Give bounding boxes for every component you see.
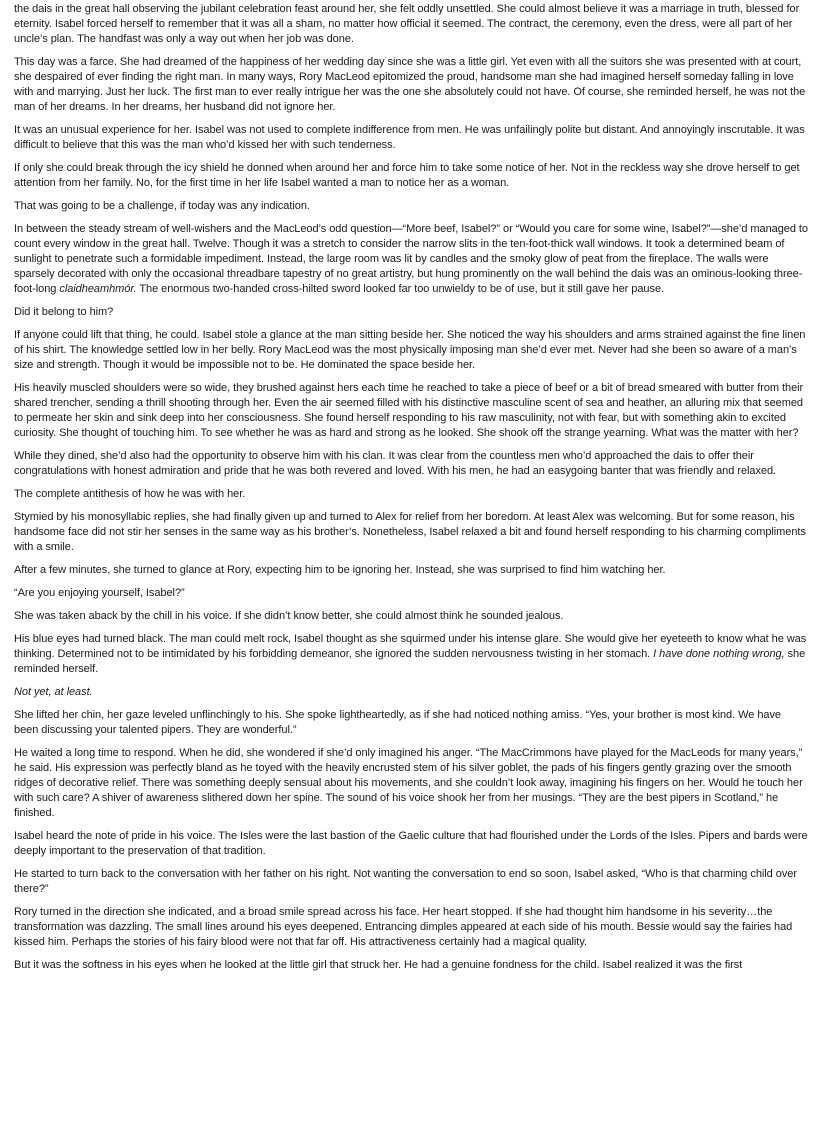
paragraph-text: the dais in the great hall observing the jubilant celebration feast around her, she felt oddly unsettled. She could almost believe it was a marriage in truth, blessed for eternity. Isabel forced herself to remember that it was all a sham, no matter how official it seemed. The contract, the ceremony, even the dress, were all part of her uncle’s plan. The handfast was only a way out when her job was done.	[14, 3, 800, 45]
paragraph-11	[14, 487, 808, 502]
paragraph-15	[14, 609, 808, 624]
paragraph-18	[14, 708, 808, 738]
paragraph-1	[14, 2, 808, 47]
paragraph-text: His blue eyes had turned black. The man could melt rock, Isabel thought as she squirmed under his intense glare. She would give her eyeteeth to know what he was thinking. Determined not to be intimidated by his forbidding demeanor, she ignored the sudden nervousness twisting in her stomach.	[14, 633, 807, 660]
paragraph-text: Isabel heard the note of pride in his voice. The Isles were the last bastion of the Gaelic culture that had flourished under the Lords of the Isles. Pipers and bards were deeply important to the preservation of that tradition.	[14, 830, 808, 857]
paragraph-text: He started to turn back to the conversation with her father on his right. Not wanting the conversation to end so soon, Isabel asked, “Who is that charming child over there?”	[14, 868, 797, 895]
italic-thought: I have done nothing wrong,	[653, 648, 785, 660]
paragraph-8	[14, 328, 808, 373]
paragraph-text: Did it belong to him?	[14, 306, 114, 318]
paragraph-text: In between the steady stream of well-wishers and the MacLeod’s odd question—“More beef, Isabel?” or “Would you care for some wine, Isabel?”—she’d managed to count every window in the great hall. Twelve. Though it was a stretch to consider the narrow slits in the ten-foot-thick wall windows. It took a determined beam of sunlight to penetrate such a formidable impediment. Instead, the large room was lit by candles and the smoky glow of peat from the fireplace. The walls were sparsely decorated with only the occasional threadbare tapestry of no great artistry, but hung prominently on the wall behind the dais was an ominous-looking three-foot-long	[14, 223, 808, 295]
paragraph-7	[14, 305, 808, 320]
paragraph-text: The complete antithesis of how he was with her.	[14, 488, 246, 500]
paragraph-text: His heavily muscled shoulders were so wide, they brushed against hers each time he reached to take a piece of beef or a bit of bread smeared with butter from their shared trencher, sending a thrill shooting through her. Even the air seemed filled with his distinctive masculine scent of sea and heather, an alluring mix that seemed to permeate her skin and sink deep into her consciousness. She found herself responding to his raw masculinity, not with fear, but with something akin to excited curiosity. She thought of touching him. To see whether he was as hard and strong as he looked. She shook off the strange yearning. What was the matter with her?	[14, 382, 804, 439]
paragraph-19	[14, 746, 808, 821]
italic-word-sword: claidheamhmór.	[59, 283, 137, 295]
paragraph-text: she reminded herself.	[14, 648, 806, 675]
paragraph-text: It was an unusual experience for her. Isabel was not used to complete indifference from men. He was unfailingly polite but distant. And annoyingly inscrutable. It was difficult to believe that this was the man who’d kissed her with such tenderness.	[14, 124, 805, 151]
paragraph-13	[14, 563, 808, 578]
paragraph-4	[14, 161, 808, 191]
paragraph-23	[14, 958, 808, 973]
book-page	[14, 0, 808, 1123]
paragraph-20	[14, 829, 808, 859]
paragraph-22	[14, 905, 808, 950]
paragraph-5	[14, 199, 808, 214]
paragraph-14	[14, 586, 808, 601]
paragraph-text: Stymied by his monosyllabic replies, she had finally given up and turned to Alex for relief from her boredom. At least Alex was welcoming. But for some reason, his handsome face did not stir her senses in the same way as his brother’s. Nonetheless, Isabel relaxed a bit and found herself responding to his charming compliments with a smile.	[14, 511, 806, 553]
paragraph-text: After a few minutes, she turned to glance at Rory, expecting him to be ignoring her. Instead, she was surprised to find him watching her.	[14, 564, 666, 576]
paragraph-text: But it was the softness in his eyes when he looked at the little girl that struck her. He had a genuine fondness for the child. Isabel realized it was the first	[14, 959, 743, 971]
paragraph-2	[14, 55, 808, 115]
paragraph-text: While they dined, she’d also had the opportunity to observe him with his clan. It was clear from the countless men who’d approached the dais to offer their congratulations with honest admiration and pride that he was both revered and loved. With his men, he had an easygoing banter that was friendly and relaxed.	[14, 450, 777, 477]
italic-thought: Not yet, at least.	[14, 686, 93, 698]
paragraph-text: “Are you enjoying yourself, Isabel?”	[14, 587, 185, 599]
paragraph-17	[14, 685, 808, 700]
paragraph-text: If only she could break through the icy shield he donned when around her and force him to take some notice of her. Not in the reckless way she drove herself to get attention from her family. No, for the first time in her life Isabel wanted a man to notice her as a woman.	[14, 162, 800, 189]
paragraph-10	[14, 449, 808, 479]
paragraph-3	[14, 123, 808, 153]
paragraph-9	[14, 381, 808, 441]
paragraph-text: She was taken aback by the chill in his voice. If she didn’t know better, she could almost think he sounded jealous.	[14, 610, 564, 622]
paragraph-text: If anyone could lift that thing, he could. Isabel stole a glance at the man sitting beside her. She noticed the way his shoulders and arms strained against the fine linen of his shirt. The knowledge settled low in her belly. Rory MacLeod was the most physically imposing man she’d ever met. Never had she been so aware of a man’s size and strength. Though it would be impossible not to be. He dominated the space beside her.	[14, 329, 806, 371]
paragraph-text: The enormous two-handed cross-hilted sword looked far too unwieldy to be of use, but it still gave her pause.	[136, 283, 665, 295]
paragraph-12	[14, 510, 808, 555]
paragraph-text: This day was a farce. She had dreamed of the happiness of her wedding day since she was a little girl. Yet even with all the suitors she was presented with at court, she despaired of ever finding the right man. In many ways, Rory MacLeod epitomized the proud, handsome man she had imagined herself someday falling in love with and marrying. Just her luck. The first man to ever really intrigue her was the one she absolutely could not have. Of course, she reminded herself, he was not the man of her dreams. In her dreams, her husband did not ignore her.	[14, 56, 806, 113]
paragraph-text: She lifted her chin, her gaze leveled unflinchingly to his. She spoke lightheartedly, as if she had noticed nothing amiss. “Yes, your brother is most kind. We have been discussing your talented pipers. They are wonderful.”	[14, 709, 781, 736]
paragraph-text: He waited a long time to respond. When he did, she wondered if she’d only imagined his anger. “The MacCrimmons have played for the MacLeods for many years,” he said. His expression was perfectly bland as he toyed with the heavily encrusted stem of his silver goblet, the pads of his fingers gently grazing over the smooth ridges of decorative relief. There was something deeply sensual about his movements, and she couldn’t look away, imagining his fingers on her. Would he touch her with such care? A shiver of awareness slithered down her spine. The sound of his voice shook her from her musings. “They are the best pipers in Scotland,” he finished.	[14, 747, 803, 819]
paragraph-16	[14, 632, 808, 677]
paragraph-6	[14, 222, 808, 297]
paragraph-21	[14, 867, 808, 897]
paragraph-text: That was going to be a challenge, if today was any indication.	[14, 200, 310, 212]
paragraph-text: Rory turned in the direction she indicated, and a broad smile spread across his face. Her heart stopped. If she had thought him handsome in his severity…the transformation was dazzling. The small lines around his eyes deepened. Entrancing dimples appeared at each side of his mouth. Bessie would say the fairies had kissed him. Perhaps the stories of his fairy blood were not that far off. His attractiveness certainly had a magical quality.	[14, 906, 793, 948]
